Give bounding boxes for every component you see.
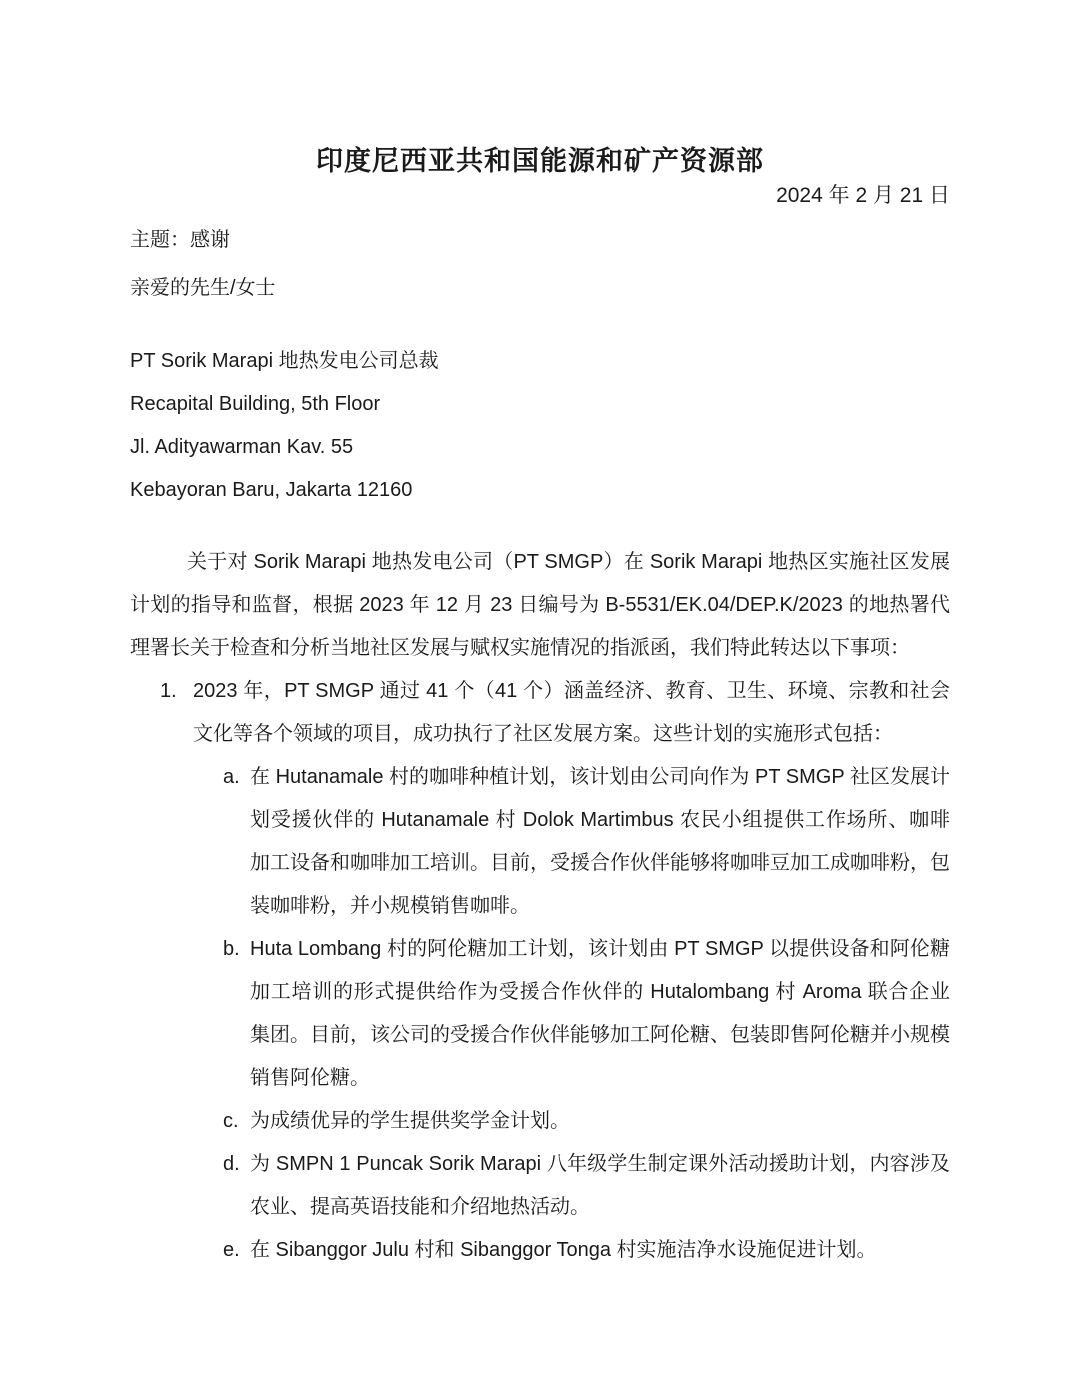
list-item-c bbox=[130, 1100, 950, 1143]
document-title: 印度尼西亚共和国能源和矿产资源部 bbox=[316, 146, 764, 177]
intro-paragraph: 关于对 Sorik Marapi 地热发电公司（PT SMGP）在 Sorik Marapi 地热区实施社区发展计划的指导和监督，根据 2023 年 12 月 23 日编号为 B-5531/EK.04/DEP.K/2023 的地热署代理署长关于检查和分析当地社区发展与赋权实施情况的指派函，我们特此转达以下事项： bbox=[130, 551, 950, 659]
recipient-building: Recapital Building, 5th Floor bbox=[130, 393, 381, 415]
list-item-b-marker: b. bbox=[223, 938, 240, 960]
list-item-1-marker: 1. bbox=[160, 680, 177, 702]
list-item-c-marker: c. bbox=[223, 1110, 239, 1132]
list-item-b-text: Huta Lombang 村的阿伦糖加工计划，该计划由 PT SMGP 以提供设备和阿伦糖加工培训的形式提供给作为受援合作伙伴的 Hutalombang 村 Aroma 联合企业集团。目前，该公司的受援合作伙伴能够加工阿伦糖、包装即售阿伦糖并小规模销售阿伦糖。 bbox=[250, 938, 950, 1089]
list-item-c-text: 为成绩优异的学生提供奖学金计划。 bbox=[250, 1110, 570, 1132]
recipient-city: Kebayoran Baru, Jakarta 12160 bbox=[130, 479, 413, 501]
list-item-e-text: 在 Sibanggor Julu 村和 Sibanggor Tonga 村实施洁净水设施促进计划。 bbox=[250, 1239, 877, 1261]
list-item-e-marker: e. bbox=[223, 1239, 240, 1261]
list-item-1 bbox=[130, 670, 950, 756]
list-item-d-text: 为 SMPN 1 Puncak Sorik Marapi 八年级学生制定课外活动援助计划，内容涉及农业、提高英语技能和介绍地热活动。 bbox=[250, 1153, 950, 1218]
list-item-d bbox=[130, 1143, 950, 1229]
list-item-a bbox=[130, 756, 950, 928]
subject-line: 主题：感谢 bbox=[130, 229, 230, 251]
list-item-1-text: 2023 年，PT SMGP 通过 41 个（41 个）涵盖经济、教育、卫生、环境、宗教和社会文化等各个领域的项目，成功执行了社区发展方案。这些计划的实施形式包括： bbox=[193, 680, 950, 745]
document-date: 2024 年 2 月 21 日 bbox=[776, 184, 950, 207]
recipient-street: Jl. Adityawarman Kav. 55 bbox=[130, 436, 354, 458]
list-item-a-text: 在 Hutanamale 村的咖啡种植计划，该计划由公司向作为 PT SMGP 社区发展计划受援伙伴的 Hutanamale 村 Dolok Martimbus 农民小组提供工作场所、咖啡加工设备和咖啡加工培训。目前，受援合作伙伴能够将咖啡豆加工成咖啡粉，包装咖啡粉，并小规模销售咖啡。 bbox=[250, 766, 950, 917]
list-item-b bbox=[130, 928, 950, 1100]
recipient-name: PT Sorik Marapi 地热发电公司总裁 bbox=[130, 350, 439, 372]
salutation: 亲爱的先生/女士 bbox=[130, 277, 276, 299]
list-item-a-marker: a. bbox=[223, 766, 240, 788]
list-item-e bbox=[130, 1229, 950, 1272]
list-item-d-marker: d. bbox=[223, 1153, 240, 1175]
recipient-address bbox=[130, 340, 950, 512]
